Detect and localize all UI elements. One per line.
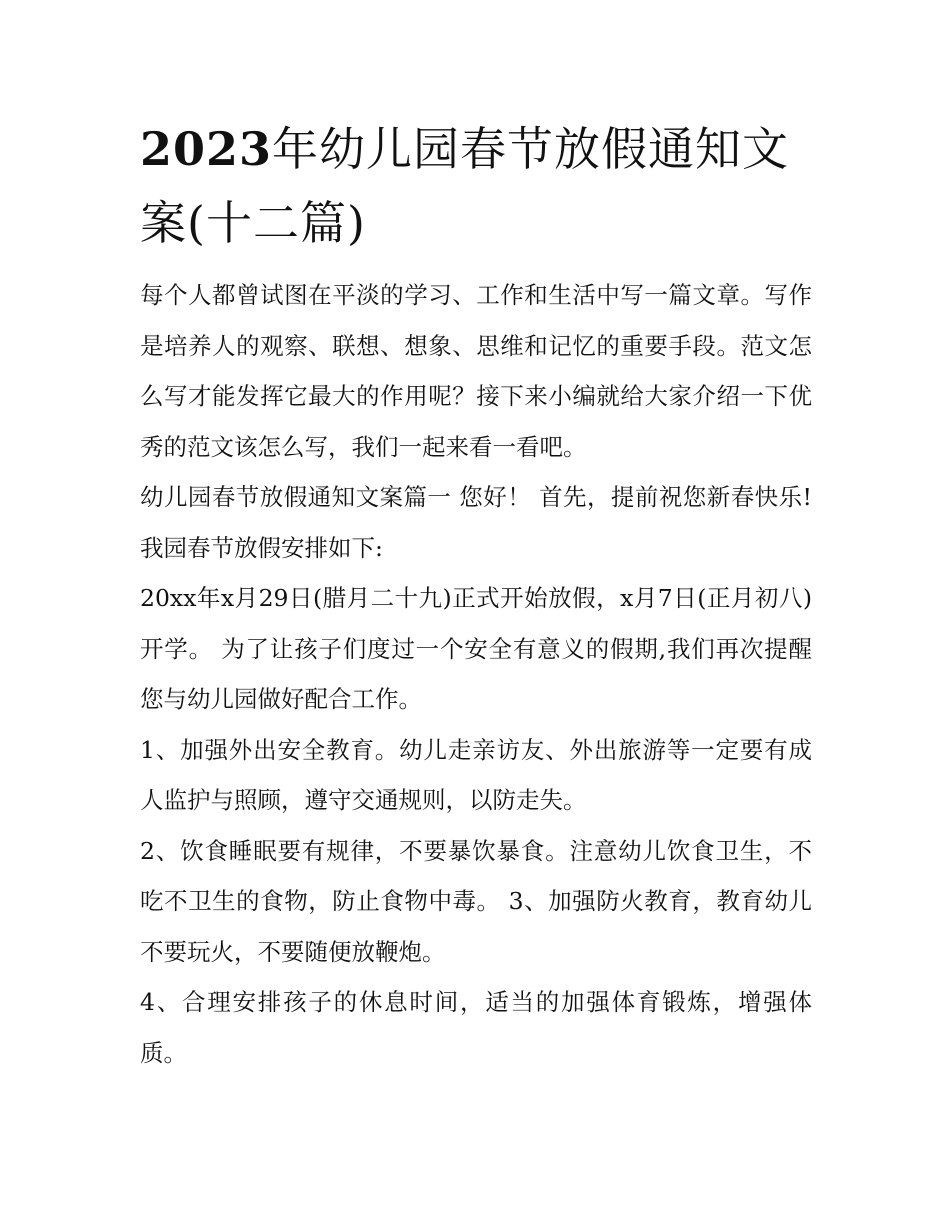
safety-item-4: 4、合理安排孩子的休息时间，适当的加强体育锻炼，增强体质。 <box>140 988 812 1067</box>
title-text: 年幼儿园春节放假通知文案(十二篇) <box>140 122 790 250</box>
holiday-dates-paragraph: 20xx年x月29日(腊月二十九)正式开始放假，x月7日(正月初八)开学。 为了让孩子们度过一个安全有意义的假期,我们再次提醒您与幼儿园做好配合工作。 <box>140 584 812 713</box>
intro-paragraph: 每个人都曾试图在平淡的学习、工作和生活中写一篇文章。写作是培养人的观察、联想、想象、思维和记忆的重要手段。范文怎么写才能发挥它最大的作用呢？接下来小编就给大家介绍一下优秀的范文该怎么写，我们一起来看一看吧。 <box>140 281 812 461</box>
notice-greeting-paragraph: 幼儿园春节放假通知文案篇一 您好！ 首先，提前祝您新春快乐!我园春节放假安排如下: <box>140 483 812 562</box>
safety-item-1: 1、加强外出安全教育。幼儿走亲访友、外出旅游等一定要有成人监护与照顾，遵守交通规则，以防走失。 <box>140 735 812 814</box>
document-title <box>140 112 812 260</box>
title-year: 2023 <box>140 122 273 176</box>
document-page <box>140 112 812 1078</box>
safety-item-2-3: 2、饮食睡眠要有规律，不要暴饮暴食。注意幼儿饮食卫生，不吃不卫生的食物，防止食物中毒。 3、加强防火教育，教育幼儿不要玩火，不要随便放鞭炮。 <box>140 836 812 966</box>
